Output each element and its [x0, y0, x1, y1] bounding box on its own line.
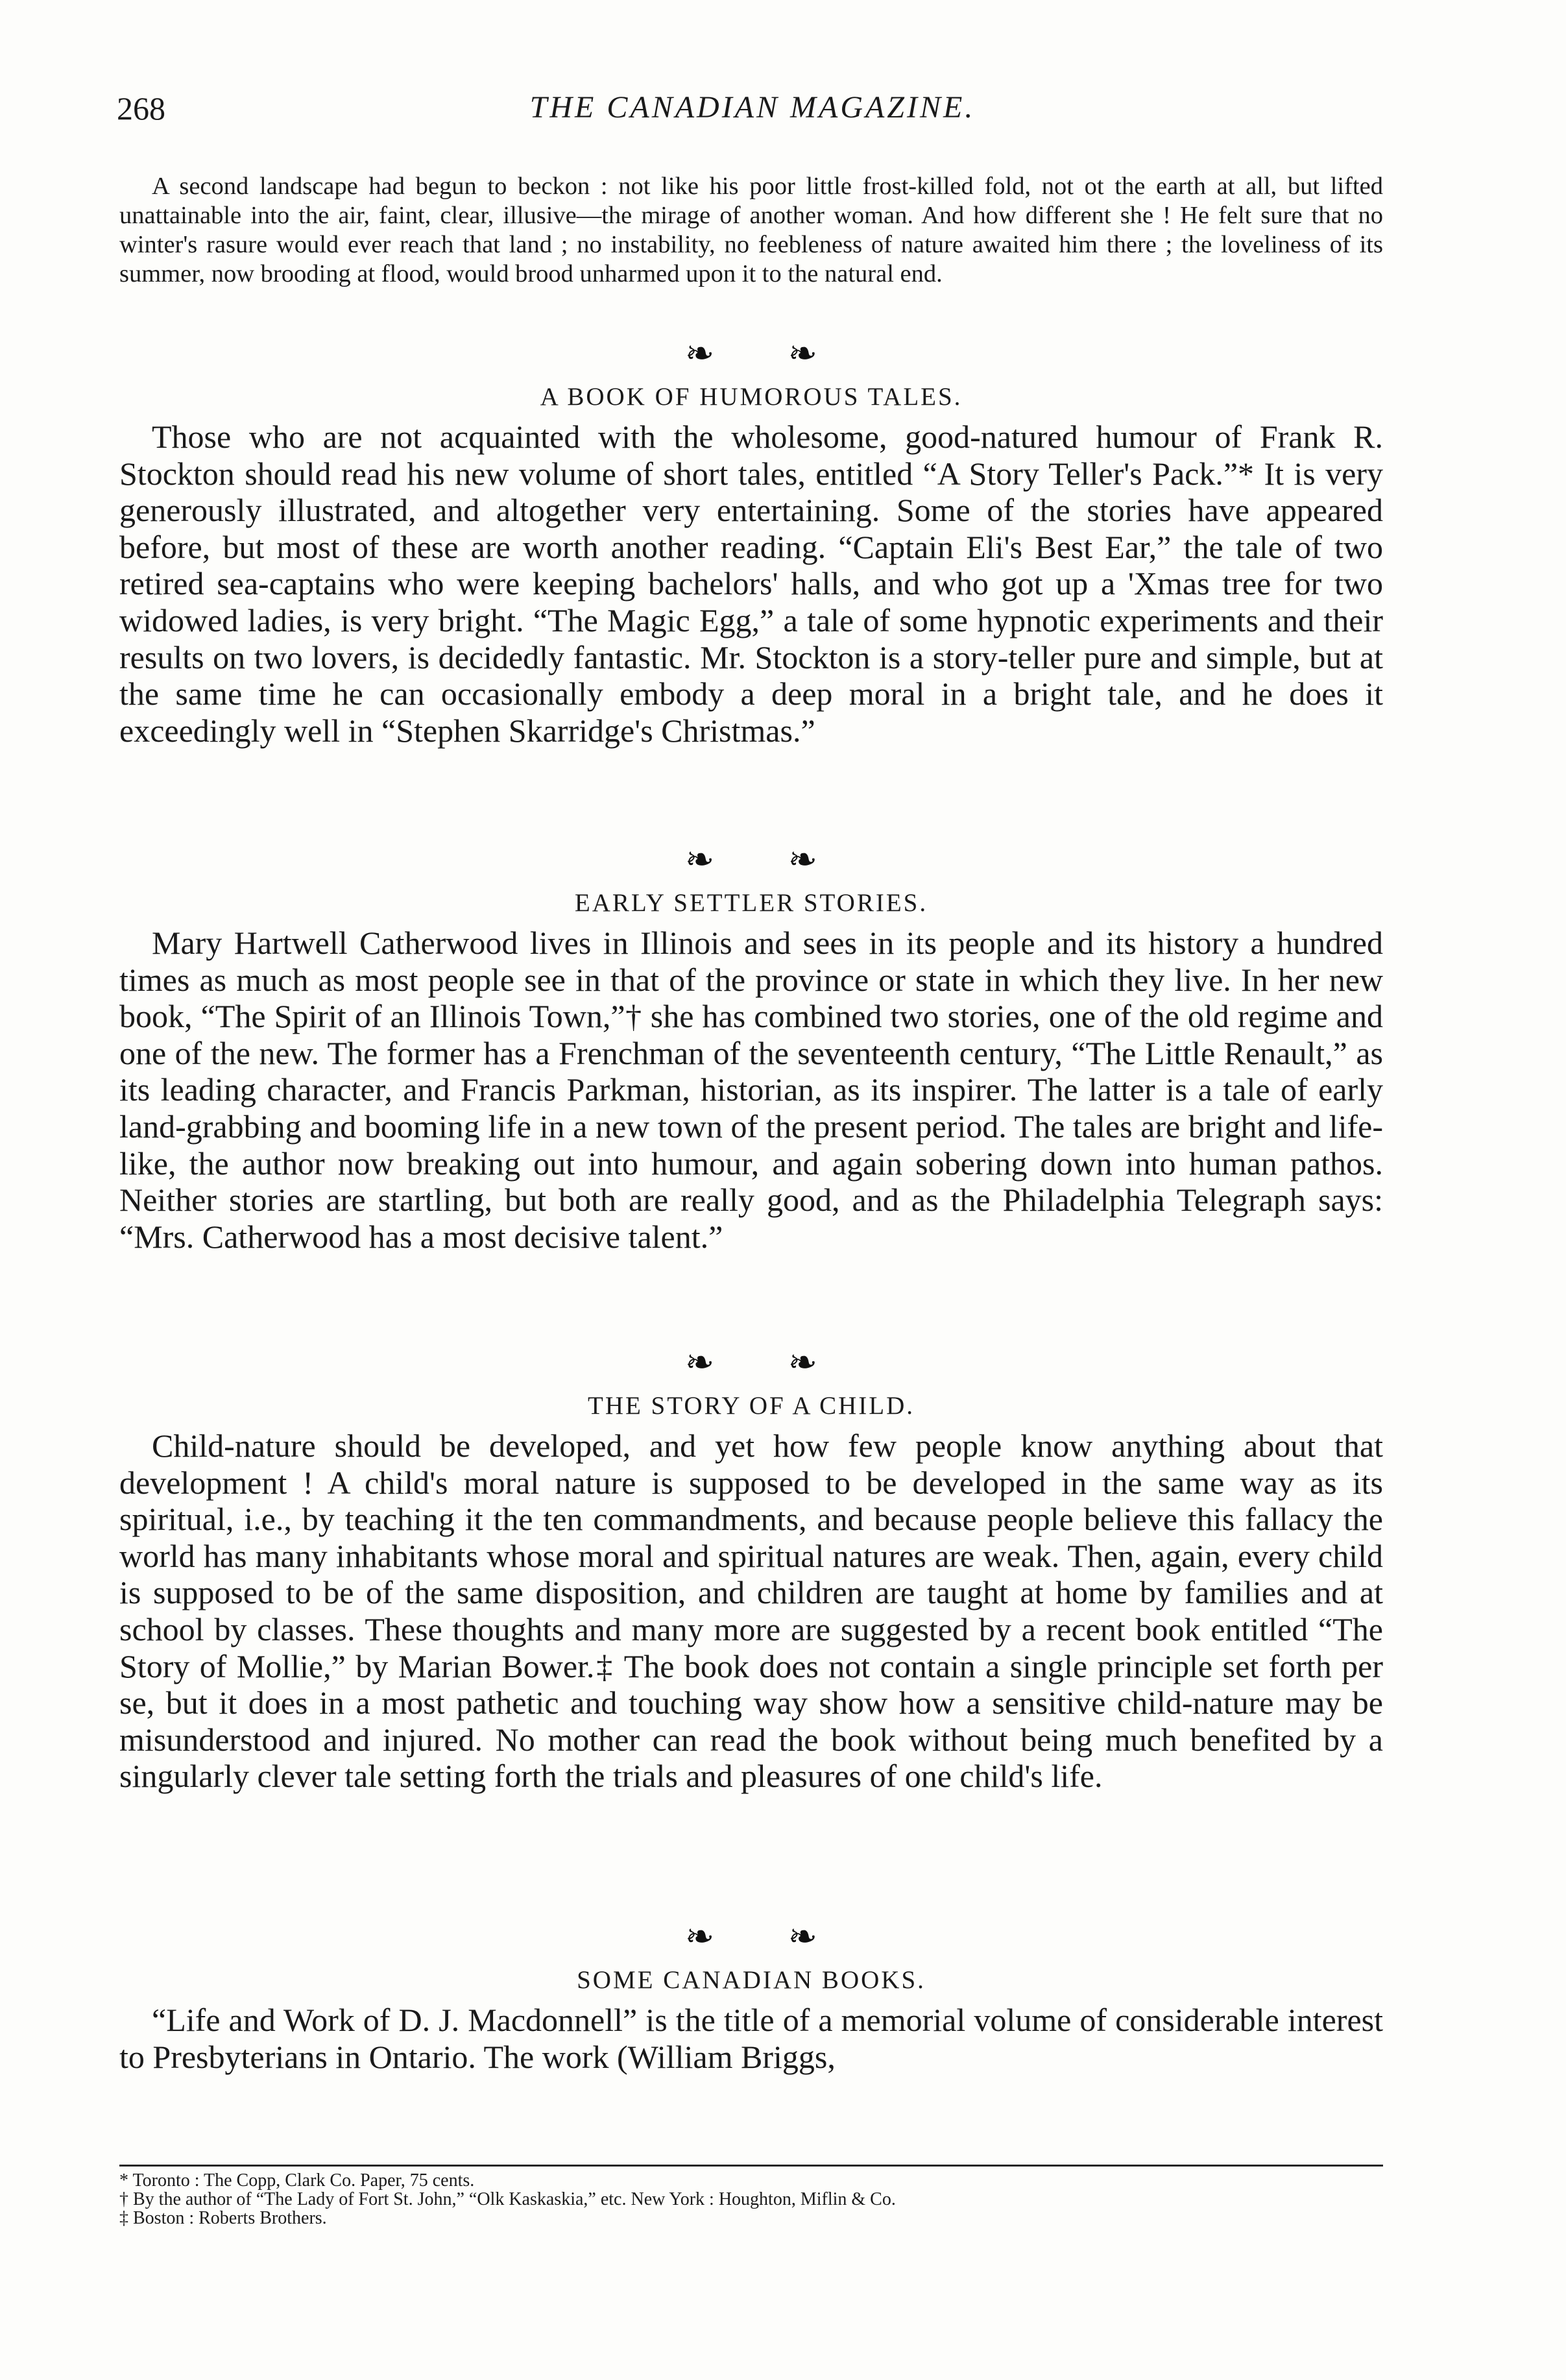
intro-paragraph: A second landscape had begun to beckon : not like his poor little frost-killed fold, not ot the earth at all, but lifted unattainable into the air, faint, clear, illusive—the mirage of another woman. And how different she ! He felt sure that no winter's rasure would ever reach that land ; no instability, no feebleness of nature awaited him there ; the loveliness of its summer, now brooding at flood, would brood unharmed upon it to the natural end.: [119, 173, 1383, 287]
section-text: “Life and Work of D. J. Macdonnell” is the title of a memorial volume of considerable interest to Presbyterians in Ontario. The work (William Briggs,: [119, 2002, 1383, 2075]
section-text: Mary Hartwell Catherwood lives in Illinois and sees in its people and its history a hundred times as much as most people see in that of the province or state in which they live. In her new book, “The Spirit of an Illinois Town,”† she has combined two stories, one of the old regime and one of the new. The former has a Frenchman of the seventeenth century, “The Little Renault,” as its leading character, and Francis Parkman, historian, as its inspirer. The latter is a tale of early land-grabbing and booming life in a new town of the present period. The tales are bright and life-like, the author now breaking out into humour, and again sobering down into human pathos. Neither stories are startling, but both are really good, and as the Philadelphia Telegraph says: “Mrs. Catherwood has a most decisive talent.”: [119, 925, 1383, 1255]
footnote: † By the author of “The Lady of Fort St. John,” “Olk Kaskaskia,” etc. New York : Houghton, Miflin & Co.: [119, 2189, 896, 2209]
section-heading: SOME CANADIAN BOOKS.: [577, 1966, 926, 1994]
section-canadian-books: [119, 1917, 1383, 2075]
section-ornament: ❧ ❧: [685, 840, 850, 879]
section-ornament: ❧ ❧: [685, 334, 850, 373]
section-heading: EARLY SETTLER STORIES.: [574, 889, 928, 917]
footnotes: [119, 2171, 1383, 2228]
section-ornament: ❧ ❧: [685, 1917, 850, 1956]
intro-block: [119, 172, 1383, 289]
page-number: 268: [117, 90, 165, 127]
section-early-settler: [119, 840, 1383, 1255]
section-heading: THE STORY OF A CHILD.: [588, 1392, 915, 1420]
section-heading: A BOOK OF HUMOROUS TALES.: [540, 383, 963, 411]
page-header: [117, 90, 1388, 141]
running-title: THE CANADIAN MAGAZINE.: [529, 90, 976, 125]
footnote-rule: [119, 2165, 1383, 2167]
footnote: * Toronto : The Copp, Clark Co. Paper, 75 cents.: [119, 2170, 475, 2191]
footnote: ‡ Boston : Roberts Brothers.: [119, 2208, 327, 2228]
section-humorous-tales: [119, 334, 1383, 749]
section-story-of-child: [119, 1343, 1383, 1795]
section-text: Those who are not acquainted with the wholesome, good-natured humour of Frank R. Stockton should read his new volume of short tales, entitled “A Story Teller's Pack.”* It is very generously illustrated, and altogether very entertaining. Some of the stories have appeared before, but most of these are worth another reading. “Captain Eli's Best Ear,” the tale of two retired sea-captains who were keeping bachelors' halls, and who got up a 'Xmas tree for two widowed ladies, is very bright. “The Magic Egg,” a tale of some hypnotic experiments and their results on two lovers, is decidedly fantastic. Mr. Stockton is a story-teller pure and simple, but at the same time he can occasionally embody a deep moral in a bright tale, and he does it exceedingly well in “Stephen Skarridge's Christmas.”: [119, 419, 1383, 749]
section-text: Child-nature should be developed, and yet how few people know anything about that development ! A child's moral nature is supposed to be developed in the same way as its spiritual, i.e., by teaching it the ten commandments, and because people believe this fallacy the world has many inhabitants whose moral and spiritual natures are weak. Then, again, every child is supposed to be of the same disposition, and children are taught at home by families and at school by classes. These thoughts and many more are suggested by a recent book entitled “The Story of Mollie,” by Marian Bower.‡ The book does not contain a single principle set forth per se, but it does in a most pathetic and touching way show how a sensitive child-nature may be misunderstood and injured. No mother can read the book without being much benefited by a singularly clever tale setting forth the trials and pleasures of one child's life.: [119, 1427, 1383, 1795]
section-ornament: ❧ ❧: [685, 1343, 850, 1382]
